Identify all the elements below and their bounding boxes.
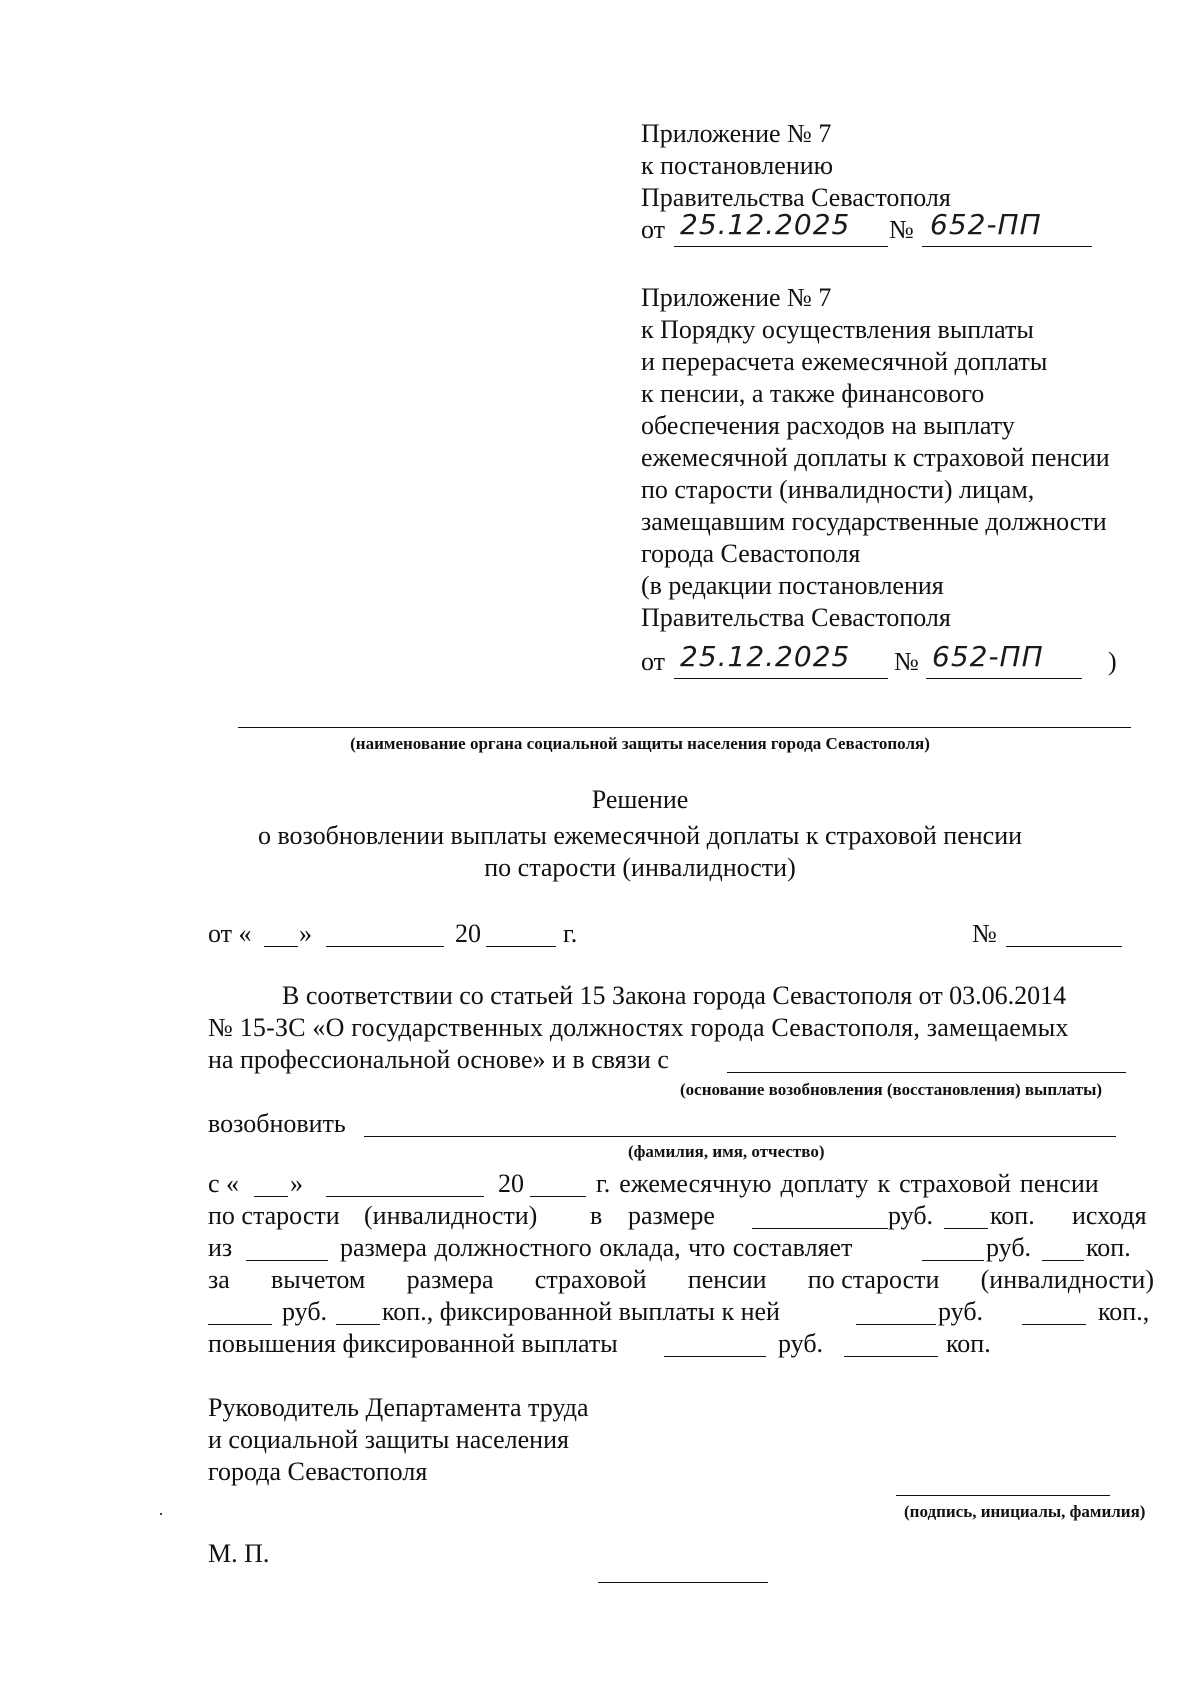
appendix2-no: №	[894, 647, 919, 676]
basis-blank	[727, 1072, 1126, 1073]
l5-kop2: коп.,	[1098, 1297, 1150, 1326]
l2-c: в	[590, 1201, 603, 1230]
appendix2-line1: Приложение № 7	[641, 283, 832, 312]
name-blank	[364, 1136, 1116, 1137]
l5-rub-blank	[208, 1324, 272, 1325]
appendix1-from: от	[641, 215, 666, 244]
l4-w5: пенсии	[687, 1265, 767, 1294]
name-caption: (фамилия, имя, отчество)	[628, 1142, 825, 1161]
l4-w6: по старости	[807, 1265, 940, 1294]
l4-w1: за	[208, 1265, 230, 1294]
l2-a: по старости	[208, 1201, 340, 1230]
l5-kop-blank	[336, 1324, 380, 1325]
l3-rub-blank	[922, 1260, 984, 1261]
body-p1-line1: В соответствии со статьей 15 Закона города Севастополя от 03.06.2014	[282, 981, 1067, 1010]
appendix2-number: 652-ПП	[932, 640, 1044, 673]
appendix1-line3: Правительства Севастополя	[641, 183, 951, 212]
body-p1-line2: № 15-ЗС «О государственных должностях города Севастополя, замещаемых	[208, 1013, 1069, 1042]
appendix2-close: )	[1108, 647, 1117, 676]
appendix1-line1: Приложение № 7	[641, 119, 832, 148]
appendix1-number: 652-ПП	[930, 208, 1042, 241]
l4-w4: страховой	[534, 1265, 647, 1294]
appendix1-number-line	[922, 246, 1092, 247]
l3-b: размера должностного оклада, что составляет	[340, 1233, 853, 1262]
signature-line1: Руководитель Департамента труда	[208, 1393, 589, 1422]
l2-kop: коп.	[990, 1201, 1035, 1230]
l3-kop-blank	[1042, 1260, 1084, 1261]
signature-caption: (подпись, инициалы, фамилия)	[904, 1502, 1146, 1521]
appendix1-line2: к постановлению	[641, 151, 834, 180]
appendix2-from: от	[641, 647, 666, 676]
date-day-blank	[264, 946, 298, 947]
l3-a: из	[208, 1233, 233, 1262]
l3-blank1	[246, 1260, 328, 1261]
appendix2-line10: (в редакции постановления	[641, 571, 944, 600]
l4-justified	[208, 1264, 1154, 1296]
date-year-blank	[486, 946, 556, 947]
title-line2: о возобновлении выплаты ежемесячной доплаты к страховой пенсии	[257, 821, 1023, 850]
date-from: от «	[208, 919, 252, 948]
appendix2-line4: к пенсии, а также финансового	[641, 379, 985, 408]
l6-rub: руб.	[778, 1329, 824, 1358]
appendix2-date: 25.12.2025	[680, 640, 851, 673]
date-month-blank	[326, 946, 444, 947]
l2-b: (инвалидности)	[364, 1201, 538, 1230]
l2-g: исходя	[1072, 1201, 1147, 1230]
signature-line3: города Севастополя	[208, 1457, 428, 1486]
appendix2-date-line	[674, 678, 888, 679]
l5-rub2: руб.	[938, 1297, 984, 1326]
basis-caption: (основание возобновления (восстановления) выплаты)	[680, 1080, 1103, 1099]
l5-b: коп., фиксированной выплаты к ней	[382, 1297, 780, 1326]
l1-c: с «	[208, 1169, 240, 1198]
l6-rub-blank	[664, 1356, 766, 1357]
seal-mark: М. П.	[208, 1539, 270, 1568]
appendix2-number-line	[926, 678, 1082, 679]
resume-label: возобновить	[208, 1109, 346, 1138]
appendix2-line8: замещавшим государственные должности	[641, 507, 1107, 536]
l4-w7: (инвалидности)	[980, 1265, 1154, 1294]
appendix2-line3: и перерасчета ежемесячной доплаты	[641, 347, 1048, 376]
l6-kop-blank	[844, 1356, 938, 1357]
l1-rest: г. ежемесячную доплату к страховой пенсии	[596, 1169, 1099, 1198]
appendix2-line5: обеспечения расходов на выплату	[641, 411, 1015, 440]
l5-kop2-blank	[1022, 1324, 1086, 1325]
l4-w3: размера	[406, 1265, 494, 1294]
l1-year-prefix: 20	[498, 1169, 524, 1198]
date-quote-close: »	[299, 919, 312, 948]
l1-day-blank	[254, 1196, 288, 1197]
body-p1-line3: на профессиональной основе» и в связи с	[208, 1045, 669, 1074]
l1-year-blank	[530, 1196, 586, 1197]
end-rule	[598, 1582, 768, 1583]
appendix1-date-line	[674, 246, 888, 247]
l4-w2: вычетом	[271, 1265, 366, 1294]
l2-rub-blank	[752, 1228, 888, 1229]
l3-kop: коп.	[1086, 1233, 1131, 1262]
appendix2-line2: к Порядку осуществления выплаты	[641, 315, 1034, 344]
title-line1: Решение	[591, 785, 689, 814]
l1-quote: »	[290, 1169, 303, 1198]
title-line3: по старости (инвалидности)	[484, 853, 796, 882]
l2-d: размере	[628, 1201, 715, 1230]
l3-rub: руб.	[986, 1233, 1032, 1262]
appendix2-line9: города Севастополя	[641, 539, 861, 568]
date-no: №	[972, 919, 997, 948]
l2-kop-blank	[944, 1228, 988, 1229]
appendix2-line6: ежемесячной доплаты к страховой пенсии	[641, 443, 1110, 472]
organ-name-line	[238, 727, 1131, 728]
date-year-suffix: г.	[563, 919, 578, 948]
l5-rub: руб.	[282, 1297, 328, 1326]
organ-name-caption: (наименование органа социальной защиты населения города Севастополя)	[350, 734, 930, 753]
l6-kop: коп.	[946, 1329, 991, 1358]
l2-rub: руб.	[888, 1201, 934, 1230]
appendix1-date: 25.12.2025	[680, 208, 851, 241]
l5-rub2-blank	[856, 1324, 936, 1325]
signature-line2: и социальной защиты населения	[208, 1425, 569, 1454]
date-number-blank	[1006, 946, 1122, 947]
l6-a: повышения фиксированной выплаты	[208, 1329, 618, 1358]
appendix1-no: №	[889, 215, 914, 244]
appendix2-line7: по старости (инвалидности) лицам,	[641, 475, 1035, 504]
l1-month-blank	[326, 1196, 484, 1197]
scan-dot	[160, 1513, 162, 1515]
date-year-prefix: 20	[455, 919, 481, 948]
signature-blank	[896, 1495, 1110, 1496]
appendix2-line11: Правительства Севастополя	[641, 603, 951, 632]
